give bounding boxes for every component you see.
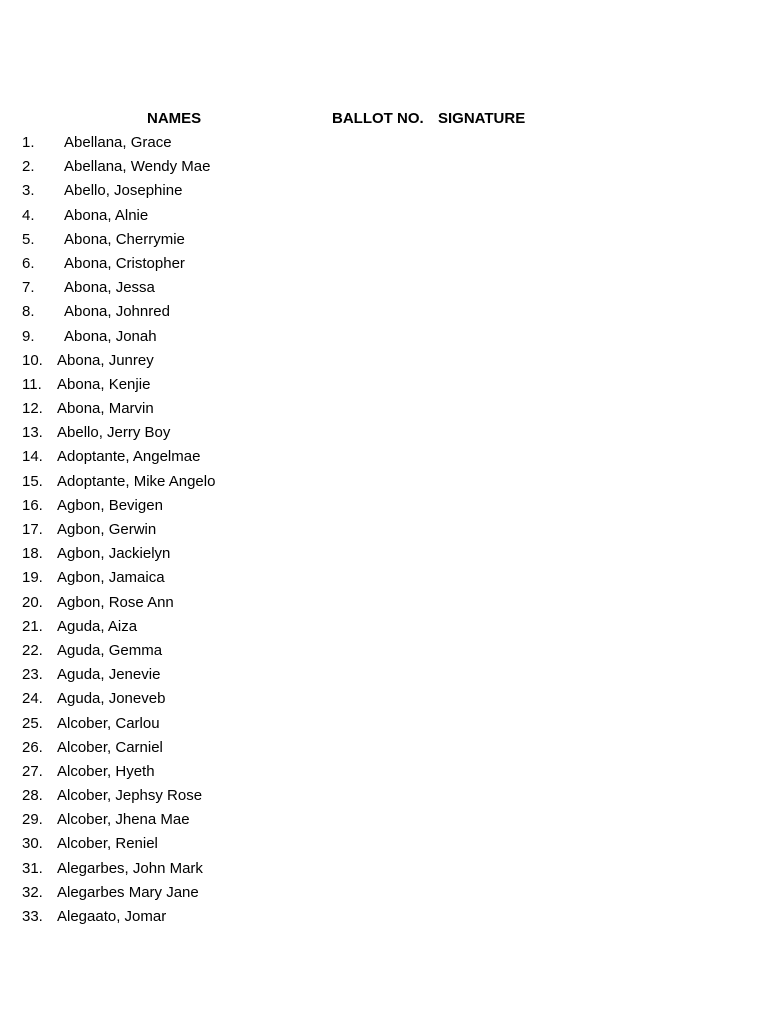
list-item (0, 882, 768, 906)
list-item-number: 21. (22, 617, 43, 635)
list-item (0, 229, 768, 253)
list-item-name: Abona, Cherrymie (64, 230, 185, 248)
list-item (0, 785, 768, 809)
list-item-number: 19. (22, 569, 43, 587)
list-item-name: Abello, Jerry Boy (57, 424, 171, 442)
list-item (0, 664, 768, 688)
list-item-name: Agbon, Bevigen (57, 496, 163, 514)
list-item (0, 277, 768, 301)
list-item-number: 2. (22, 158, 35, 176)
list-item-name: Alegarbes, John Mark (57, 859, 203, 877)
list-item-name: Abona, Junrey (57, 351, 154, 369)
list-item-name: Agbon, Jackielyn (57, 545, 171, 563)
list-item-number: 26. (22, 738, 43, 756)
list-item (0, 761, 768, 785)
list-item-name: Aguda, Joneveb (57, 690, 166, 708)
list-item (0, 350, 768, 374)
list-item-name: Abellana, Grace (64, 134, 172, 151)
list-item (0, 592, 768, 616)
list-item (0, 301, 768, 325)
list-item (0, 471, 768, 495)
list-item-name: Alcober, Jephsy Rose (57, 787, 203, 805)
name-list (0, 132, 768, 930)
list-item (0, 422, 768, 446)
list-item (0, 495, 768, 519)
list-item (0, 253, 768, 277)
list-item-number: 20. (22, 593, 43, 611)
list-item-name: Alcober, Carlou (57, 714, 160, 732)
list-item-name: Agbon, Rose Ann (57, 593, 174, 611)
list-item-number: 31. (22, 859, 43, 877)
list-item (0, 180, 768, 204)
list-item-name: Alegarbes Mary Jane (57, 883, 199, 901)
header-ballot-no: BALLOT NO. (332, 110, 424, 127)
list-item-number: 22. (22, 641, 43, 659)
list-item-name: Abona, Jessa (64, 279, 155, 297)
list-item (0, 156, 768, 180)
list-item-number: 25. (22, 714, 43, 732)
list-item (0, 737, 768, 761)
list-item (0, 326, 768, 350)
header-signature: SIGNATURE (438, 110, 526, 127)
list-item-number: 33. (22, 908, 43, 925)
list-item-name: Abello, Josephine (64, 182, 183, 200)
list-item (0, 713, 768, 737)
list-item-name: Alcober, Jhena Mae (57, 811, 190, 829)
list-item (0, 132, 768, 156)
list-item-number: 15. (22, 472, 43, 490)
list-item-number: 9. (22, 327, 35, 345)
list-item-number: 14. (22, 448, 43, 466)
list-item-name: Adoptante, Mike Angelo (57, 472, 216, 490)
list-item-name: Adoptante, Angelmae (57, 448, 201, 466)
list-item-number: 6. (22, 254, 35, 272)
list-item (0, 858, 768, 882)
list-item (0, 688, 768, 712)
list-item-number: 7. (22, 279, 35, 297)
list-item-number: 32. (22, 883, 43, 901)
list-item-number: 13. (22, 424, 43, 442)
list-item (0, 640, 768, 664)
list-item-number: 4. (22, 206, 35, 224)
list-item-name: Agbon, Gerwin (57, 521, 157, 538)
list-item-number: 8. (22, 303, 35, 321)
list-item-number: 18. (22, 545, 43, 563)
list-item (0, 374, 768, 398)
list-item-name: Abona, Johnred (64, 303, 170, 321)
list-item-number: 11. (22, 375, 42, 393)
list-item (0, 519, 768, 543)
list-item-name: Alcober, Hyeth (57, 762, 155, 780)
list-item-name: Alegaato, Jomar (57, 908, 167, 925)
column-headers (0, 110, 768, 132)
list-item-number: 10. (22, 351, 43, 369)
list-item-number: 30. (22, 835, 43, 853)
list-item (0, 616, 768, 640)
list-item (0, 809, 768, 833)
list-item (0, 906, 768, 930)
list-item-number: 24. (22, 690, 43, 708)
list-item-number: 5. (22, 230, 35, 248)
list-item-number: 1. (22, 134, 35, 151)
list-item (0, 543, 768, 567)
header-names: NAMES (147, 110, 202, 127)
list-item-name: Aguda, Jenevie (57, 666, 161, 684)
list-item-number: 23. (22, 666, 43, 684)
list-item (0, 446, 768, 470)
list-item (0, 833, 768, 857)
list-item-name: Abona, Marvin (57, 400, 154, 418)
list-item-name: Abona, Jonah (64, 327, 157, 345)
list-item-name: Abona, Kenjie (57, 375, 151, 393)
list-item-number: 3. (22, 182, 35, 200)
list-item-name: Agbon, Jamaica (57, 569, 165, 587)
list-item-number: 27. (22, 762, 43, 780)
list-item-name: Aguda, Gemma (57, 641, 163, 659)
list-item-number: 29. (22, 811, 43, 829)
list-item-name: Abellana, Wendy Mae (64, 158, 211, 176)
list-item-name: Abona, Cristopher (64, 254, 185, 272)
list-item-name: Abona, Alnie (64, 206, 149, 224)
list-item-number: 17. (22, 521, 43, 538)
list-item (0, 567, 768, 591)
list-item (0, 205, 768, 229)
list-item-name: Alcober, Reniel (57, 835, 158, 853)
list-item-number: 12. (22, 400, 43, 418)
list-item-name: Aguda, Aiza (57, 617, 138, 635)
list-item-name: Alcober, Carniel (57, 738, 163, 756)
list-item-number: 28. (22, 787, 43, 805)
list-item (0, 398, 768, 422)
list-item-number: 16. (22, 496, 43, 514)
